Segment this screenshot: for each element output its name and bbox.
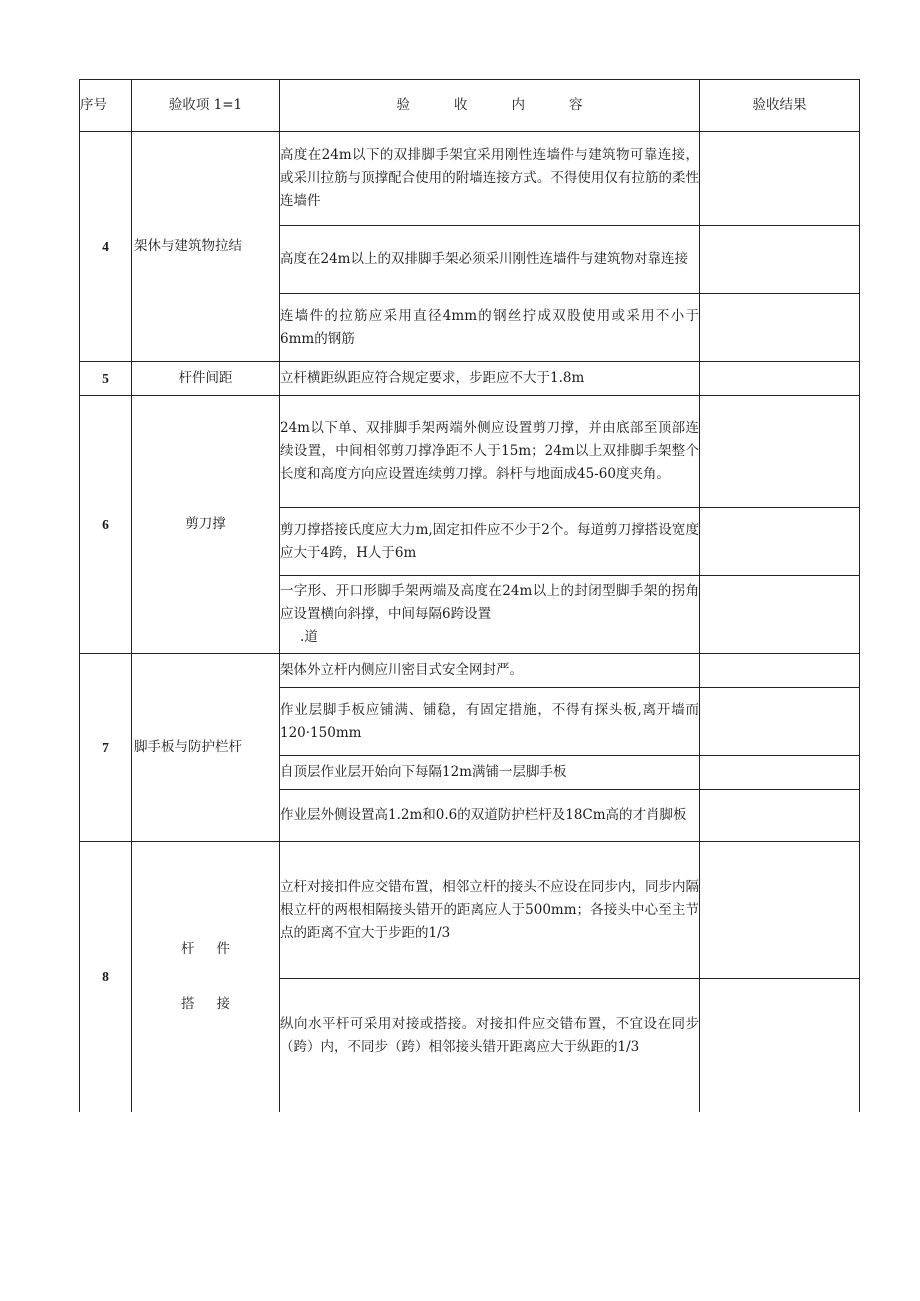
section-item	[132, 842, 280, 1112]
header-content-char: 容	[569, 97, 583, 113]
header-content-char: 收	[454, 97, 468, 113]
header-content-char: 验	[396, 97, 410, 113]
result-cell	[700, 654, 860, 688]
content-cell: 纵向水平杆可采用对接或搭接。对接扣件应交错布置，不宜设在同步（跨）内，不同步（跨）相邻接头错开距离应大于纵距的1/3	[280, 979, 700, 1112]
result-cell	[700, 842, 860, 979]
content-cell: 作业层脚手板应铺满、铺稳，有固定措施，不得有探头板,离开墙而120·150mm	[280, 688, 700, 756]
content-cell: 立杆对接扣件应交错布置，相邻立杆的接头不应设在同步内，同步内隔根立杆的两根相隔接头错开的距离应人于500mm；各接头中心至主节点的距离不宜大于步距的1/3	[280, 842, 700, 979]
content-cell: 立杆横距纵距应符合规定要求，步距应不大于1.8m	[280, 362, 700, 396]
result-cell	[700, 756, 860, 790]
header-result: 验收结果	[700, 80, 860, 132]
table-row	[80, 132, 860, 226]
header-content-char: 内	[511, 97, 525, 113]
result-cell	[700, 362, 860, 396]
content-cell: 作业层外侧设置高1.2m和0.6的双道防护栏杆及18Cm高的才肖脚板	[280, 790, 700, 842]
section-number: 4	[80, 132, 132, 362]
section-item-line: 杆件	[181, 940, 252, 957]
section-item: 脚手板与防护栏杆	[132, 654, 280, 842]
table-row	[80, 362, 860, 396]
content-cell: 24m以下单、双排脚手架两端外侧应设置剪刀撑，并由底部至顶部连续设置，中间相邻剪刀撑净距不人于15m；24m以上双排脚手架整个长度和高度方向应设置连续剪刀撑。斜杆与地面成45-60度夹角。	[280, 396, 700, 508]
header-item: 验收项 1=1	[132, 80, 280, 132]
section-number: 8	[80, 842, 132, 1112]
content-cell: 高度在24m以上的双排脚手架必须采川刚性连墙件与建筑物对靠连接	[280, 226, 700, 294]
content-cell	[280, 576, 700, 654]
acceptance-table	[79, 79, 860, 1112]
content-cell: 连墙件的拉筋应采用直径4mm的钢丝拧成双股使用或采用不小于6mm的钢筋	[280, 294, 700, 362]
table-row	[80, 396, 860, 508]
content-continuation: .道	[300, 629, 318, 645]
content-cell: 自顶层作业层开始向下每隔12m满铺一层脚手板	[280, 756, 700, 790]
content-cell: 架体外立杆内侧应川密目式安全网封严。	[280, 654, 700, 688]
header-no: 序号	[80, 80, 132, 132]
section-item: 杆件间距	[132, 362, 280, 396]
section-item-line: 搭接	[181, 995, 252, 1012]
section-number: 5	[80, 362, 132, 396]
result-cell	[700, 226, 860, 294]
content-cell: 剪刀撑搭接氏度应大力m,固定扣件应不少于2个。每道剪刀撑搭设宽度应大于4跨，H人于6m	[280, 508, 700, 576]
result-cell	[700, 508, 860, 576]
header-content	[280, 80, 700, 132]
section-number: 6	[80, 396, 132, 654]
table-row	[80, 654, 860, 688]
result-cell	[700, 294, 860, 362]
header-row	[80, 80, 860, 132]
section-number: 7	[80, 654, 132, 842]
table-row	[80, 842, 860, 979]
result-cell	[700, 132, 860, 226]
result-cell	[700, 576, 860, 654]
result-cell	[700, 688, 860, 756]
content-text: 一字形、开口形脚手架两端及高度在24m以上的封闭型脚手架的拐角应设置横向斜撑，中间每隔6跨设置	[280, 583, 699, 622]
content-cell: 高度在24m以下的双排脚手架宜采用刚性连墙件与建筑物可靠连接，或采川拉筋与顶撑配合使用的附墙连接方式。不得使用仅有拉筋的柔性连墙件	[280, 132, 700, 226]
result-cell	[700, 979, 860, 1112]
section-item: 架休与建筑物拉结	[132, 132, 280, 362]
result-cell	[700, 396, 860, 508]
section-item: 剪刀撑	[132, 396, 280, 654]
result-cell	[700, 790, 860, 842]
